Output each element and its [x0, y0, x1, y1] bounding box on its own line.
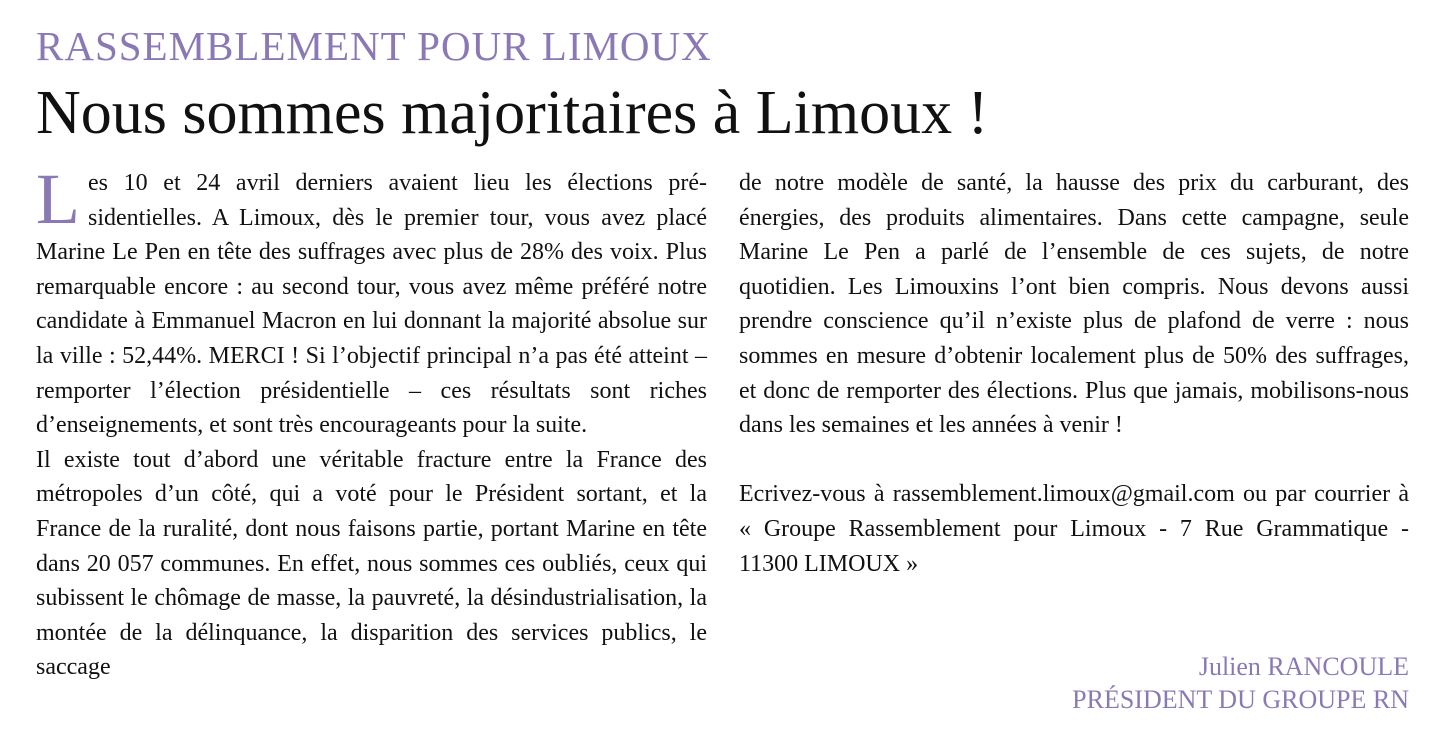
paragraph-1-text: es 10 et 24 avril derniers avaient lieu les élections pré-sidentielles. A Limoux, dès le premier tour, vous avez placé Marine Le Pen en tête des suffrages avec plus de 28% des voix. Plus remarquable encore : au second tour, vous avez même préféré notre candidate à Emmanuel Macron en lui donnant la majorité absolue sur la ville : 52,44%. MERCI ! Si l’objectif principal n’a pas été atteint – remporter l’élection présidentielle – ces résultats sont riches d’enseignements, et sont très encourageants pour la suite.: [36, 170, 707, 439]
article-paragraph-1: [36, 159, 707, 443]
article-paragraph-2: Il existe tout d’abord une véritable fracture entre la France des métropoles d’un côté, qui a voté pour le Président sortant, et la France de la ruralité, dont nous faisons partie, portant Marine en tête dans 20 057 communes. En effet, nous sommes ces oubliés, ceux qui subissent le chômage de masse, la pauvreté, la désindustrialisation, la montée de la délinquance, la disparition des services publics, le saccage: [36, 446, 707, 681]
drop-cap: L: [36, 159, 80, 239]
article-column-right: [739, 166, 1409, 581]
page-title: Nous sommes majoritaires à Limoux !: [36, 79, 989, 147]
signature-block: [1072, 650, 1409, 716]
contact-paragraph: Ecrivez-vous à rassemblement.limoux@gmail.com ou par courrier à « Groupe Rassemblement pour Limoux - 7 Rue Grammatique - 11300 LIMOUX »: [739, 481, 1409, 577]
signature-title: PRÉSIDENT DU GROUPE RN: [1072, 685, 1409, 714]
paragraph-spacer: [739, 443, 1409, 478]
article-column-left: [36, 159, 707, 685]
section-kicker: RASSEMBLEMENT POUR LIMOUX: [36, 23, 712, 69]
signature-name: Julien RANCOULE: [1198, 652, 1409, 681]
article-paragraph-3: de notre modèle de santé, la hausse des prix du carburant, des énergies, des produits alimentaires. Dans cette campagne, seule Marine Le Pen a parlé de l’ensemble de ces sujets, de notre quotidien. Les Limouxins l’ont bien compris. Nous devons aussi prendre conscience qu’il n’existe plus de plafond de verre : nous sommes en mesure d’obtenir localement plus de 50% des suffrages, et donc de remporter des élections. Plus que jamais, mobilisons-nous dans les semaines et les années à venir !: [739, 170, 1409, 439]
